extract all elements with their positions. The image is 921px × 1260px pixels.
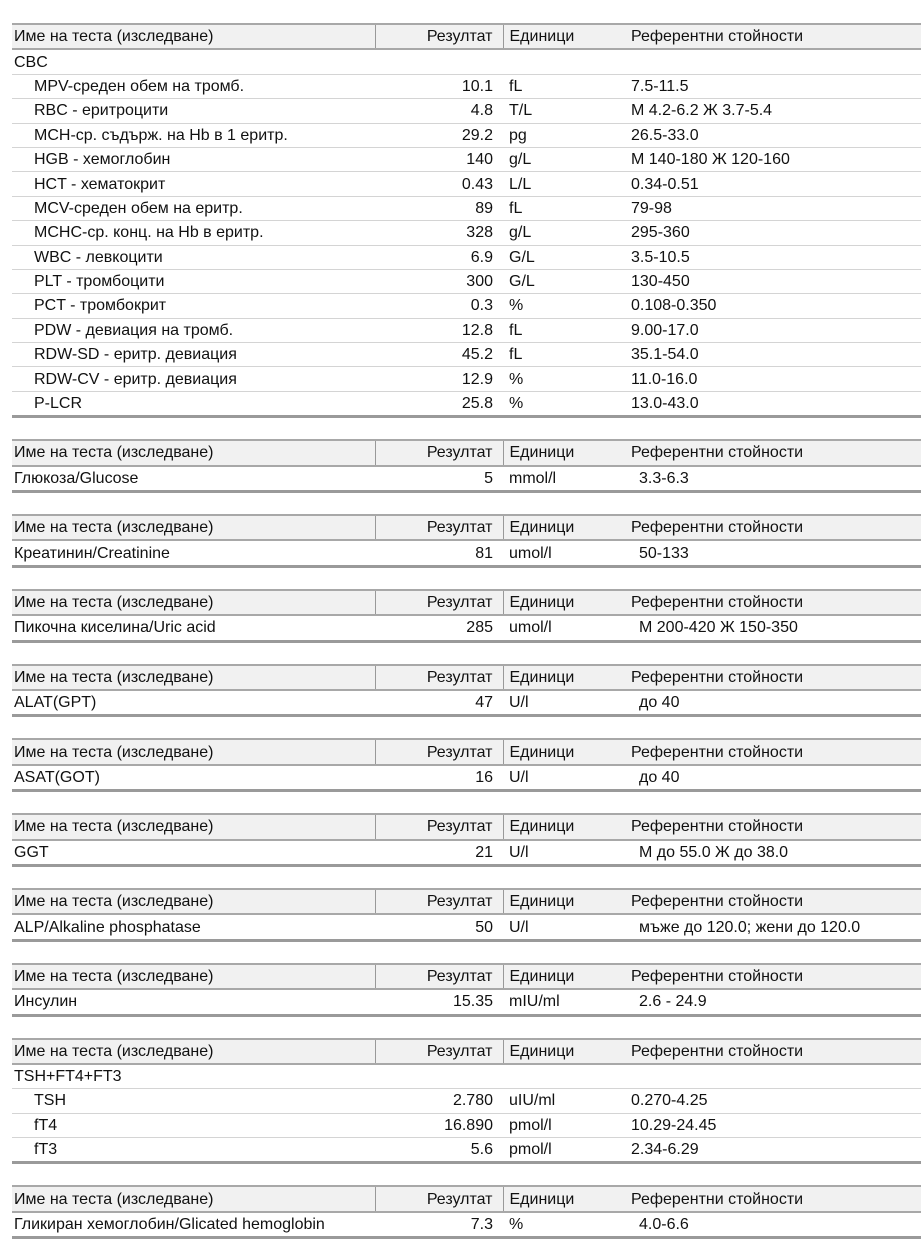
test-units: U/l: [509, 918, 529, 936]
table-header: [12, 440, 921, 465]
results-table: [12, 963, 921, 1017]
header-reference: Референтни стойности: [627, 739, 921, 764]
table-row: [12, 269, 921, 293]
header-units: Единици: [503, 1039, 627, 1064]
test-units: fL: [503, 196, 627, 220]
test-result: 21: [475, 843, 493, 861]
header-result: Резултат: [375, 964, 503, 989]
results-table: [12, 589, 921, 643]
test-result: 0.3: [375, 294, 503, 318]
header-result: Резултат: [375, 889, 503, 914]
results-table: [12, 1185, 921, 1239]
table-row: [12, 1113, 921, 1137]
test-units: pmol/l: [509, 1141, 552, 1159]
test-units: umol/l: [509, 544, 552, 562]
header-units: Единици: [503, 24, 627, 49]
test-units: %: [503, 294, 627, 318]
header-result: Резултат: [375, 515, 503, 540]
test-units: uIU/ml: [503, 1089, 627, 1113]
table-row: [12, 540, 921, 566]
lab-results: [12, 23, 921, 1260]
test-reference: 295-360: [627, 221, 921, 245]
table-row: [12, 172, 921, 196]
test-name: fT3: [34, 1141, 58, 1159]
header-units: Единици: [503, 964, 627, 989]
table-row: [12, 690, 921, 716]
header-result: Резултат: [375, 814, 503, 839]
test-reference: 50-133: [639, 544, 689, 562]
header-units: Единици: [503, 739, 627, 764]
table-row: [12, 245, 921, 269]
table-row: [12, 1089, 921, 1113]
table-row: [12, 914, 921, 940]
test-units: %: [503, 367, 627, 391]
table-row: [12, 294, 921, 318]
test-reference: 26.5-33.0: [627, 123, 921, 147]
test-name: HGB - хемоглобин: [12, 147, 375, 171]
test-units: pmol/l: [503, 1113, 627, 1137]
test-result: 25.8: [461, 395, 493, 413]
header-result: Резултат: [375, 1039, 503, 1064]
table-header: [12, 889, 921, 914]
test-result: 16.890: [375, 1113, 503, 1137]
results-table: [12, 439, 921, 493]
header-reference: Референтни стойности: [627, 590, 921, 615]
header-units: Единици: [503, 515, 627, 540]
table-header: [12, 964, 921, 989]
test-reference: М 140-180 Ж 120-160: [627, 147, 921, 171]
test-units: G/L: [503, 245, 627, 269]
test-result: 16: [475, 768, 493, 786]
test-name: RDW-CV - еритр. девиация: [12, 367, 375, 391]
test-result: 12.8: [375, 318, 503, 342]
test-result: 6.9: [375, 245, 503, 269]
test-reference: 2.6 - 24.9: [639, 993, 707, 1011]
test-units: g/L: [503, 147, 627, 171]
group-row: [12, 1064, 921, 1089]
test-reference: до 40: [639, 768, 680, 786]
test-name: TSH: [12, 1089, 375, 1113]
test-name: Гликиран хемоглобин/Glicated hemoglobin: [14, 1216, 325, 1234]
header-test-name: Име на теста (изследване): [12, 590, 375, 615]
test-name: GGT: [14, 843, 49, 861]
test-reference: до 40: [639, 694, 680, 712]
test-units: %: [509, 1216, 524, 1234]
header-reference: Референтни стойности: [627, 814, 921, 839]
test-result: 45.2: [375, 343, 503, 367]
table-row: [12, 989, 921, 1015]
results-table: [12, 888, 921, 942]
header-result: Резултат: [375, 1186, 503, 1211]
table-row: [12, 1138, 921, 1163]
results-table: [12, 738, 921, 792]
table-row: [12, 466, 921, 492]
test-result: 2.780: [375, 1089, 503, 1113]
test-reference: 2.34-6.29: [631, 1141, 699, 1159]
test-reference: 13.0-43.0: [631, 395, 699, 413]
test-name: MCV-среден обем на еритр.: [12, 196, 375, 220]
header-test-name: Име на теста (изследване): [12, 739, 375, 764]
test-result: 300: [375, 269, 503, 293]
header-reference: Референтни стойности: [627, 1039, 921, 1064]
test-name: MCH-ср. съдърж. на Hb в 1 еритр.: [12, 123, 375, 147]
results-table: [12, 514, 921, 568]
test-result: 29.2: [375, 123, 503, 147]
test-units: U/l: [509, 768, 529, 786]
header-test-name: Име на теста (изследване): [12, 814, 375, 839]
table-row: [12, 196, 921, 220]
header-test-name: Име на теста (изследване): [12, 889, 375, 914]
table-row: [12, 840, 921, 866]
header-test-name: Име на теста (изследване): [12, 1186, 375, 1211]
test-units: U/l: [509, 843, 529, 861]
group-name: TSH+FT4+FT3: [12, 1064, 921, 1089]
header-test-name: Име на теста (изследване): [12, 440, 375, 465]
test-reference: мъже до 120.0; жени до 120.0: [639, 918, 861, 936]
test-reference: 79-98: [627, 196, 921, 220]
test-result: 5: [484, 469, 493, 487]
test-result: 4.8: [375, 99, 503, 123]
group-row: [12, 49, 921, 74]
table-header: [12, 1186, 921, 1211]
header-units: Единици: [503, 814, 627, 839]
test-reference: 9.00-17.0: [627, 318, 921, 342]
table-row: [12, 74, 921, 98]
header-reference: Референтни стойности: [627, 665, 921, 690]
header-test-name: Име на теста (изследване): [12, 24, 375, 49]
test-result: 47: [475, 694, 493, 712]
header-result: Резултат: [375, 739, 503, 764]
test-reference: 10.29-24.45: [627, 1113, 921, 1137]
test-units: G/L: [503, 269, 627, 293]
test-units: fL: [503, 74, 627, 98]
test-name: fT4: [12, 1113, 375, 1137]
header-test-name: Име на теста (изследване): [12, 964, 375, 989]
test-name: PCT - тромбокрит: [12, 294, 375, 318]
table-row: [12, 221, 921, 245]
header-result: Резултат: [375, 440, 503, 465]
test-reference: 4.0-6.6: [639, 1216, 689, 1234]
test-result: 50: [475, 918, 493, 936]
header-result: Резултат: [375, 24, 503, 49]
test-reference: М 4.2-6.2 Ж 3.7-5.4: [627, 99, 921, 123]
table-row: [12, 765, 921, 791]
test-name: WBC - левкоцити: [12, 245, 375, 269]
results-table: [12, 813, 921, 867]
table-header: [12, 1039, 921, 1064]
test-name: MPV-среден обем на тромб.: [12, 74, 375, 98]
test-name: ALAT(GPT): [14, 694, 97, 712]
test-result: 89: [375, 196, 503, 220]
group-name: CBC: [12, 49, 921, 74]
test-name: Креатинин/Creatinine: [14, 544, 170, 562]
test-units: L/L: [503, 172, 627, 196]
test-units: mmol/l: [509, 469, 557, 487]
test-name: PLT - тромбоцити: [12, 269, 375, 293]
test-units: U/l: [509, 694, 529, 712]
test-reference: 0.108-0.350: [627, 294, 921, 318]
header-reference: Референтни стойности: [627, 889, 921, 914]
test-result: 328: [375, 221, 503, 245]
table-row: [12, 343, 921, 367]
table-header: [12, 665, 921, 690]
header-units: Единици: [503, 889, 627, 914]
test-reference: 3.5-10.5: [627, 245, 921, 269]
test-units: fL: [503, 318, 627, 342]
results-table: [12, 23, 921, 418]
test-reference: 0.270-4.25: [627, 1089, 921, 1113]
test-units: mIU/ml: [509, 993, 560, 1011]
table-row: [12, 1212, 921, 1238]
header-reference: Референтни стойности: [627, 515, 921, 540]
header-reference: Референтни стойности: [627, 440, 921, 465]
header-test-name: Име на теста (изследване): [12, 515, 375, 540]
test-units: umol/l: [509, 619, 552, 637]
table-header: [12, 814, 921, 839]
table-header: [12, 24, 921, 49]
header-reference: Референтни стойности: [627, 1186, 921, 1211]
header-units: Единици: [503, 440, 627, 465]
test-result: 7.3: [470, 1216, 493, 1234]
test-result: 0.43: [375, 172, 503, 196]
test-result: 285: [466, 619, 493, 637]
header-result: Резултат: [375, 665, 503, 690]
results-table: [12, 664, 921, 718]
test-name: Глюкоза/Glucose: [14, 469, 139, 487]
table-row: [12, 391, 921, 416]
test-result: 15.35: [452, 993, 493, 1011]
test-name: P-LCR: [34, 395, 83, 413]
header-reference: Референтни стойности: [627, 24, 921, 49]
header-units: Единици: [503, 665, 627, 690]
header-units: Единици: [503, 1186, 627, 1211]
test-result: 140: [375, 147, 503, 171]
test-reference: М 200-420 Ж 150-350: [639, 619, 798, 637]
test-units: fL: [503, 343, 627, 367]
test-result: 10.1: [375, 74, 503, 98]
test-name: HCT - хематокрит: [12, 172, 375, 196]
test-result: 12.9: [375, 367, 503, 391]
results-table: [12, 1038, 921, 1165]
table-row: [12, 367, 921, 391]
test-name: MCHC-ср. конц. на Hb в еритр.: [12, 221, 375, 245]
test-reference: 7.5-11.5: [627, 74, 921, 98]
test-name: ASAT(GOT): [14, 768, 100, 786]
test-result: 81: [475, 544, 493, 562]
test-units: T/L: [503, 99, 627, 123]
table-row: [12, 615, 921, 641]
test-result: 5.6: [470, 1141, 493, 1159]
test-units: g/L: [503, 221, 627, 245]
header-reference: Референтни стойности: [627, 964, 921, 989]
table-header: [12, 739, 921, 764]
test-name: RBC - еритроцити: [12, 99, 375, 123]
test-name: PDW - девиация на тромб.: [12, 318, 375, 342]
test-name: RDW-SD - еритр. девиация: [12, 343, 375, 367]
table-header: [12, 515, 921, 540]
header-test-name: Име на теста (изследване): [12, 1039, 375, 1064]
table-row: [12, 318, 921, 342]
header-units: Единици: [503, 590, 627, 615]
test-reference: 35.1-54.0: [627, 343, 921, 367]
test-reference: 0.34-0.51: [627, 172, 921, 196]
test-name: ALP/Alkaline phosphatase: [14, 918, 201, 936]
test-name: Пикочна киселина/Uric acid: [14, 619, 216, 637]
test-name: Инсулин: [14, 993, 78, 1011]
table-header: [12, 590, 921, 615]
test-reference: 3.3-6.3: [639, 469, 689, 487]
table-row: [12, 99, 921, 123]
test-reference: М до 55.0 Ж до 38.0: [639, 843, 789, 861]
header-result: Резултат: [375, 590, 503, 615]
test-units: %: [509, 395, 524, 413]
table-row: [12, 123, 921, 147]
table-row: [12, 147, 921, 171]
test-reference: 130-450: [627, 269, 921, 293]
test-reference: 11.0-16.0: [627, 367, 921, 391]
header-test-name: Име на теста (изследване): [12, 665, 375, 690]
test-units: pg: [503, 123, 627, 147]
